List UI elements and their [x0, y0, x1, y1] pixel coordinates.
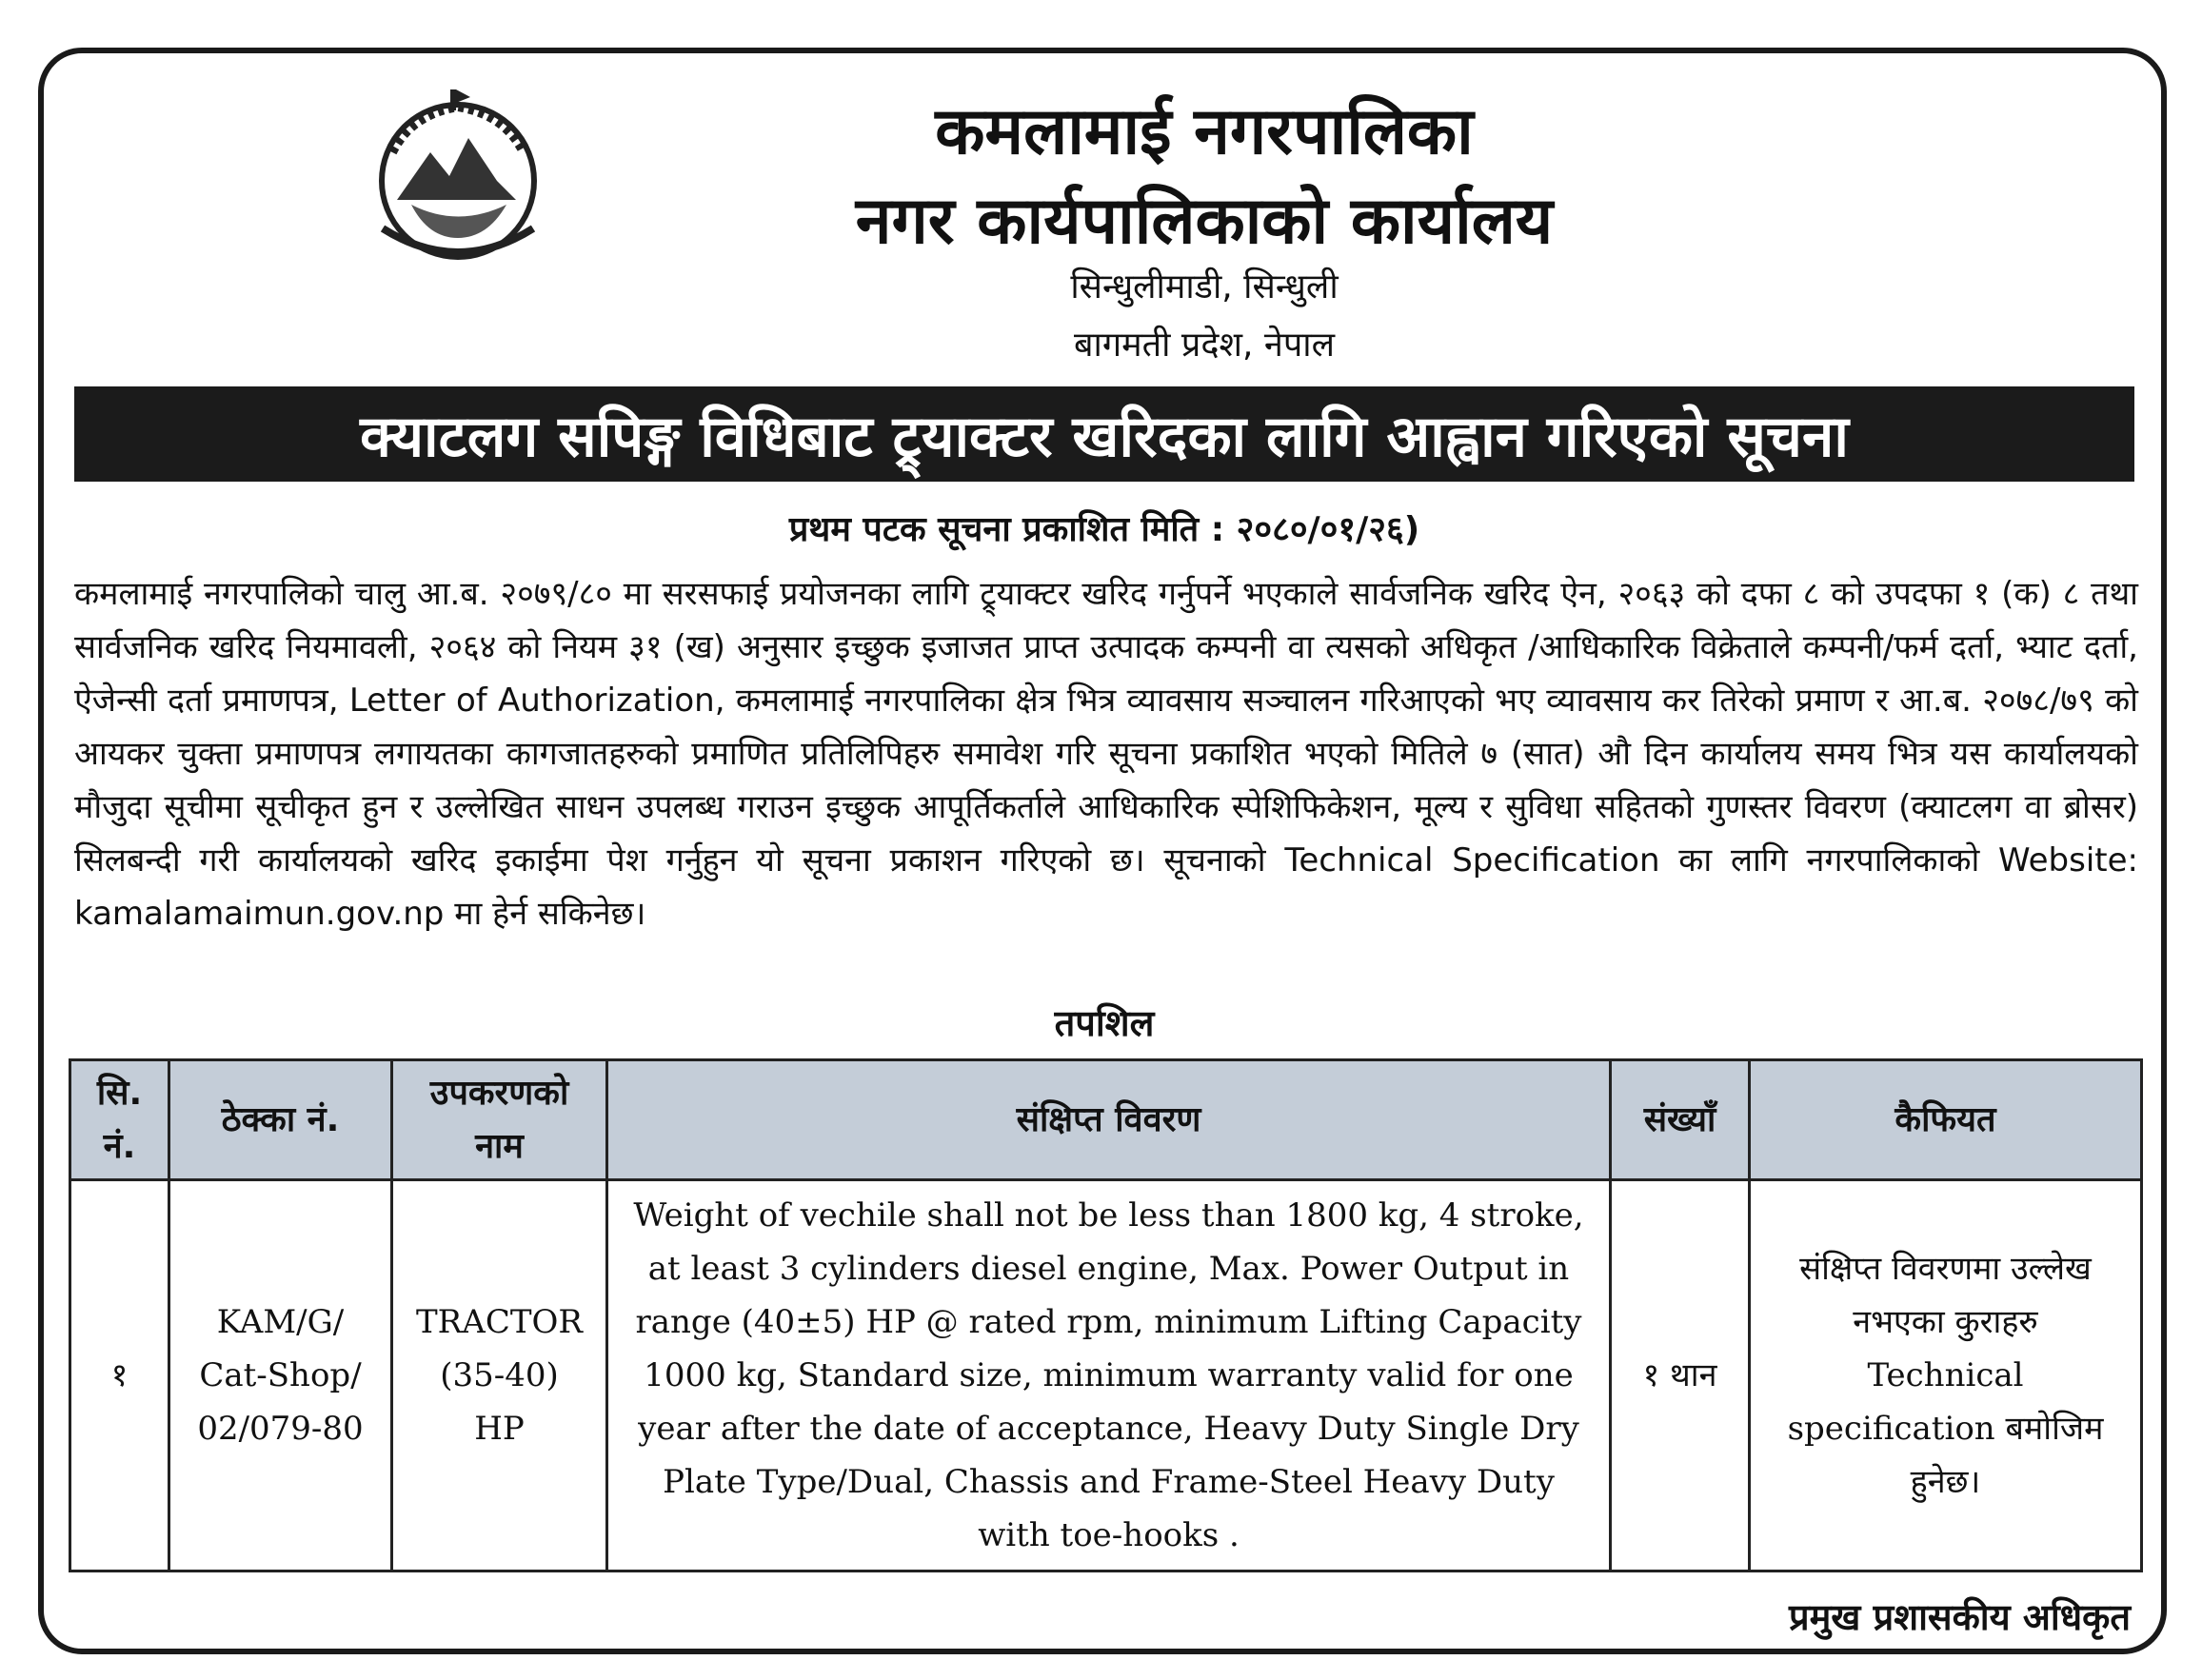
cell-remarks: संक्षिप्त विवरणमा उल्लेख नभएका कुराहरु Technical specification बमोजिम हुनेछ। — [1750, 1180, 2142, 1571]
schedule-table — [69, 1058, 2143, 1572]
col-header-description: संक्षिप्त विवरण — [607, 1060, 1611, 1180]
table-header-row — [70, 1060, 2142, 1180]
address-line-1: सिन्धुलीमाडी, सिन्धुली — [1070, 267, 1339, 306]
cell-description: Weight of vechile shall not be less than 1800 kg, 4 stroke, at least 3 cylinders diesel engine, Max. Power Output in range (40±5) HP @ rated rpm, minimum Lifting Capacity 1000 kg, Standard size, minimum warranty valid for one year after the date of acceptance, Heavy Duty Single Dry Plate Type/Dual, Chassis and Frame-Steel Heavy Duty with toe-hooks . — [607, 1180, 1611, 1571]
col-header-contract-no: ठेक्का नं. — [169, 1060, 392, 1180]
col-header-remarks: कैफियत — [1750, 1060, 2142, 1180]
nepal-government-emblem-icon — [354, 86, 562, 267]
notice-title: क्याटलग सपिङ्ग विधिबाट ट्र्याक्टर खरिदका लागि आह्वान गरिएको सूचना — [360, 404, 1849, 470]
signatory-title: प्रमुख प्रशासकीय अधिकृत — [1788, 1596, 2131, 1638]
table-row — [70, 1180, 2142, 1571]
schedule-heading: तपशिल — [1054, 1002, 1155, 1044]
cell-quantity: १ थान — [1611, 1180, 1750, 1571]
publication-date: प्रथम पटक सूचना प्रकाशित मिति : २०८०/०१/२६) — [788, 510, 1420, 549]
notice-body-text: कमलामाई नगरपालिको चालु आ.ब. २०७९/८० मा सरसफाई प्रयोजनका लागि ट्र्याक्टर खरिद गर्नुपर्ने भएकाले सार्वजनिक खरिद ऐन, २०६३ को दफा ८ को उपदफा १ (क) ८ तथा सार्वजनिक खरिद नियमावली, २०६४ को नियम ३१ (ख) अनुसार इच्छुक इजाजत प्राप्त उत्पादक कम्पनी वा त्यसको अधिकृत /आधिकारिक विक्रेताले कम्पनी/फर्म दर्ता, भ्याट दर्ता, ऐजेन्सी दर्ता प्रमाणपत्र, Letter of Authorization, कमलामाई नगरपालिका क्षेत्र भित्र व्यावसाय सञ्चालन गरिआएको भए व्यावसाय कर तिरेको प्रमाण र आ.ब. २०७८/७९ को आयकर चुक्ता प्रमाणपत्र लगायतका कागजातहरुको प्रमाणित प्रतिलिपिहरु समावेश गरि सूचना प्रकाशित भएको मितिले ७ (सात) औ दिन कार्यालय समय भित्र यस कार्यालयको मौजुदा सूचीमा सूचीकृत हुन र उल्लेखित साधन उपलब्ध गराउन इच्छुक आपूर्तिकर्ताले आधिकारिक स्पेशिफिकेशन, मूल्य र सुविधा सहितको गुणस्तर विवरण (क्याटलग वा ब्रोसर) सिलबन्दी गरी कार्यालयको खरिद इकाईमा पेश गर्नुहुन यो सूचना प्रकाशन गरिएको छ। सूचनाको Technical Specification का लागि नगरपालिकाको Website: kamalamaimun.gov.np मा हेर्न सकिनेछ। — [74, 575, 2138, 933]
notice-title-banner — [74, 386, 2134, 482]
cell-sn: १ — [70, 1180, 169, 1571]
col-header-sn: सि. नं. — [70, 1060, 169, 1180]
cell-equipment: TRACTOR (35-40) HP — [392, 1180, 607, 1571]
address-line-2: बागमती प्रदेश, नेपाल — [1073, 326, 1336, 365]
cell-contract-no: KAM/G/ Cat-Shop/ 02/079-80 — [169, 1180, 392, 1571]
col-header-quantity: संख्याँ — [1611, 1060, 1750, 1180]
office-name: नगर कार्यपालिकाको कार्यालय — [855, 184, 1554, 259]
col-header-equipment: उपकरणको नाम — [392, 1060, 607, 1180]
organization-name: कमलामाई नगरपालिका — [935, 94, 1474, 169]
